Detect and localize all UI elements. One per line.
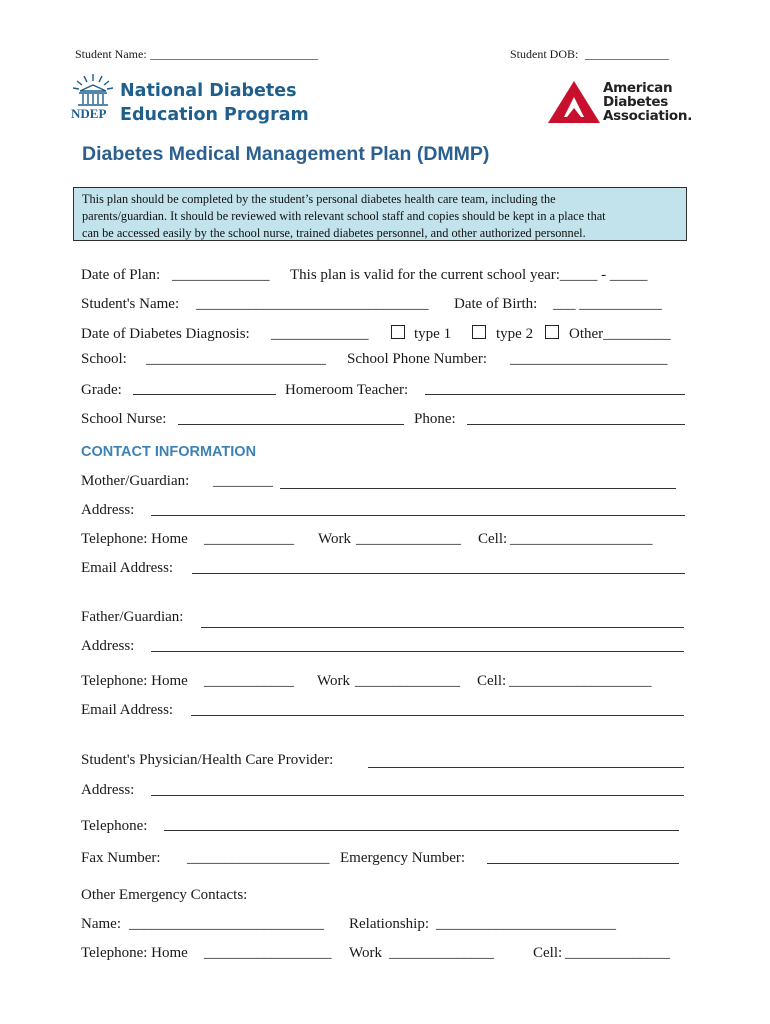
- school-field[interactable]: ________________________: [146, 351, 326, 367]
- intro-line-3: can be accessed easily by the school nurse, trained diabetes personnel, and other authorized personnel.: [82, 226, 586, 240]
- emergency-name-field[interactable]: __________________________: [129, 916, 324, 932]
- type1-checkbox[interactable]: [391, 325, 405, 339]
- physician-label: Student's Physician/Health Care Provider:: [81, 752, 334, 768]
- mother-address-label: Address:: [81, 502, 135, 518]
- emergency-work-label: Work: [349, 945, 382, 961]
- emergency-cell-label: Cell:: [533, 945, 563, 961]
- mother-cell-field[interactable]: ___________________: [510, 531, 653, 547]
- mother-guardian-field[interactable]: ________: [213, 473, 273, 489]
- diagnosis-date-label: Date of Diabetes Diagnosis:: [81, 326, 250, 342]
- physician-address-field[interactable]: [151, 780, 684, 796]
- emergency-work-field[interactable]: ______________: [389, 945, 494, 961]
- father-work-field[interactable]: ______________: [355, 673, 460, 689]
- father-email-label: Email Address:: [81, 702, 174, 718]
- physician-address-label: Address:: [81, 782, 135, 798]
- date-of-birth-field[interactable]: ___ ___________: [553, 296, 662, 312]
- homeroom-teacher-label: Homeroom Teacher:: [285, 382, 409, 398]
- date-of-birth-label: Date of Birth:: [454, 296, 538, 312]
- father-work-label: Work: [317, 673, 350, 689]
- physician-telephone-label: Telephone:: [81, 818, 148, 834]
- emergency-relationship-field[interactable]: ________________________: [436, 916, 616, 932]
- students-name-field[interactable]: _______________________________: [196, 296, 429, 312]
- father-address-label: Address:: [81, 638, 135, 654]
- father-guardian-field[interactable]: [201, 610, 684, 626]
- date-of-plan-label: Date of Plan:: [81, 267, 161, 283]
- grade-label: Grade:: [81, 382, 122, 398]
- valid-school-year-label[interactable]: This plan is valid for the current school year:_____ - _____: [290, 267, 648, 283]
- fax-number-field[interactable]: ___________________: [187, 850, 330, 866]
- students-name-label: Student's Name:: [81, 296, 180, 312]
- mother-telephone-home-field[interactable]: ____________: [204, 531, 294, 547]
- homeroom-teacher-field[interactable]: [425, 379, 685, 395]
- father-email-field[interactable]: [191, 700, 684, 716]
- father-guardian-label: Father/Guardian:: [81, 609, 184, 625]
- student-name-label: Student Name:: [75, 47, 147, 61]
- intro-line-1: This plan should be completed by the student’s personal diabetes health care team, including the: [82, 192, 556, 206]
- school-nurse-label: School Nurse:: [81, 411, 167, 427]
- ada-name-line1: American: [603, 80, 673, 96]
- mother-address-field[interactable]: [151, 500, 685, 516]
- grade-field[interactable]: [133, 379, 276, 395]
- ndep-name-line1: National Diabetes: [120, 81, 297, 101]
- ndep-short-name: NDEP: [71, 106, 107, 121]
- father-address-field[interactable]: [151, 636, 684, 652]
- date-of-plan-field[interactable]: _____________: [172, 267, 270, 283]
- intro-line-2: parents/guardian. It should be reviewed with relevant school staff and copies should be kept in a place that: [82, 209, 606, 223]
- nurse-phone-field[interactable]: [467, 409, 685, 425]
- mother-guardian-label: Mother/Guardian:: [81, 473, 190, 489]
- student-dob-field[interactable]: ______________: [585, 47, 669, 61]
- emergency-relationship-label: Relationship:: [349, 916, 429, 932]
- type2-label: type 2: [496, 326, 534, 342]
- physician-field[interactable]: [368, 752, 684, 768]
- ada-name-line2: Diabetes: [603, 94, 669, 110]
- other-checkbox[interactable]: [545, 325, 559, 339]
- emergency-telephone-home-label: Telephone: Home: [81, 945, 188, 961]
- father-telephone-home-label: Telephone: Home: [81, 673, 188, 689]
- student-name-field[interactable]: ____________________________: [150, 47, 318, 61]
- mother-email-label: Email Address:: [81, 560, 174, 576]
- school-nurse-field[interactable]: [178, 409, 404, 425]
- mother-telephone-home-label: Telephone: Home: [81, 531, 188, 547]
- student-dob-label: Student DOB:: [510, 47, 579, 61]
- school-label: School:: [81, 351, 127, 367]
- emergency-name-label: Name:: [81, 916, 121, 932]
- diagnosis-date-field[interactable]: _____________: [271, 326, 369, 342]
- page-title: Diabetes Medical Management Plan (DMMP): [82, 143, 490, 165]
- emergency-number-label: Emergency Number:: [340, 850, 466, 866]
- father-telephone-home-field[interactable]: ____________: [204, 673, 294, 689]
- ndep-name-line2: Education Program: [120, 105, 309, 125]
- father-cell-label: Cell:: [477, 673, 507, 689]
- fax-number-label: Fax Number:: [81, 850, 161, 866]
- mother-cell-label: Cell:: [478, 531, 508, 547]
- school-phone-label: School Phone Number:: [347, 351, 487, 367]
- type1-label: type 1: [414, 326, 452, 342]
- physician-telephone-field[interactable]: [164, 815, 679, 831]
- school-phone-field[interactable]: _____________________: [510, 351, 668, 367]
- type2-checkbox[interactable]: [472, 325, 486, 339]
- mother-work-field[interactable]: ______________: [356, 531, 461, 547]
- contact-information-heading: CONTACT INFORMATION: [81, 444, 257, 460]
- father-cell-field[interactable]: ___________________: [509, 673, 652, 689]
- mother-email-field[interactable]: [192, 558, 685, 574]
- ndep-building-icon: [70, 72, 116, 108]
- emergency-number-field[interactable]: [487, 848, 679, 864]
- other-type-field[interactable]: Other_________: [569, 326, 671, 342]
- ada-triangle-icon: [547, 80, 601, 124]
- emergency-telephone-home-field[interactable]: _________________: [204, 945, 332, 961]
- emergency-cell-field[interactable]: ______________: [565, 945, 670, 961]
- other-emergency-contacts-label: Other Emergency Contacts:: [81, 887, 248, 903]
- intro-box: [73, 187, 687, 241]
- ada-name-line3: Association.: [603, 108, 693, 124]
- mother-work-label: Work: [318, 531, 351, 547]
- nurse-phone-label: Phone:: [414, 411, 456, 427]
